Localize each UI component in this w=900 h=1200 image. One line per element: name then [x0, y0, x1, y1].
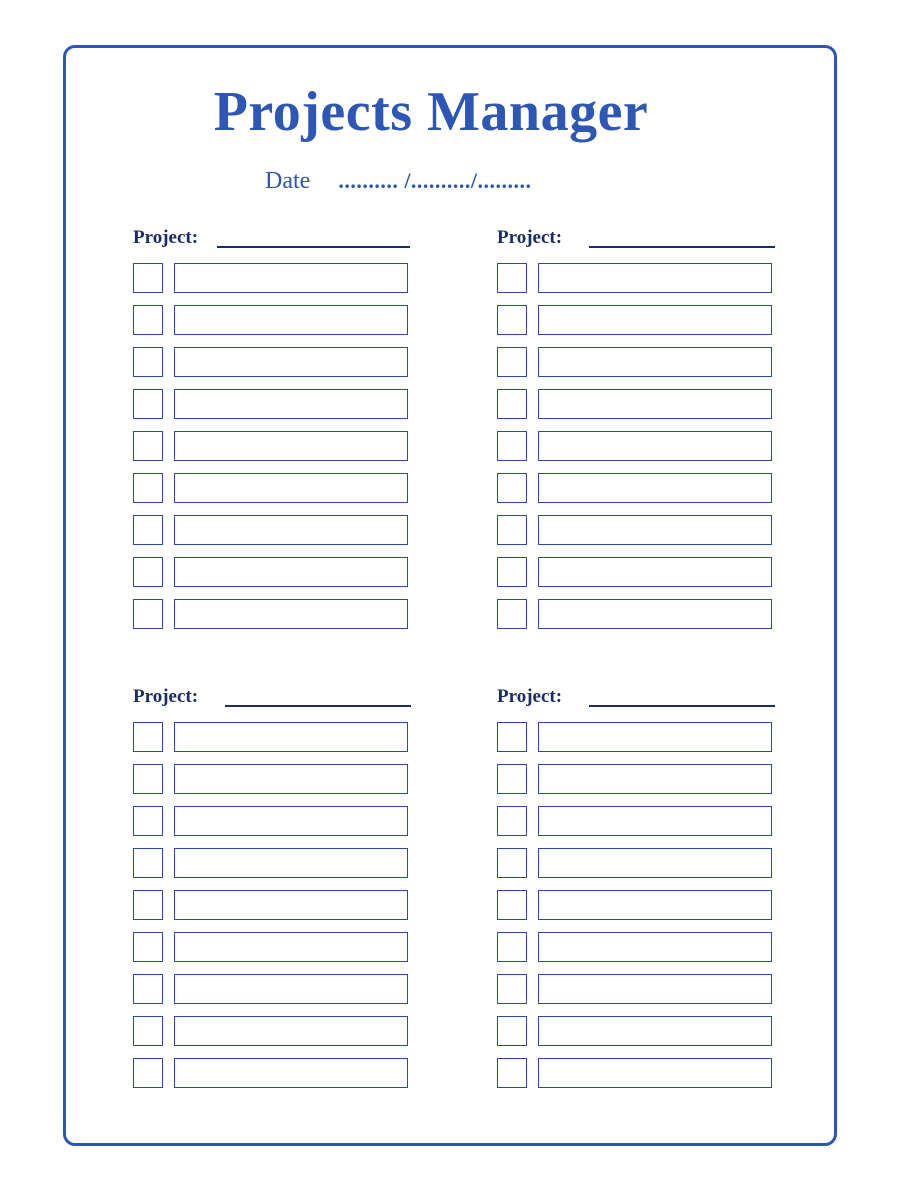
task-row	[133, 347, 408, 377]
task-row	[133, 473, 408, 503]
task-checkbox[interactable]	[497, 515, 527, 545]
task-checkbox[interactable]	[133, 932, 163, 962]
task-checkbox[interactable]	[497, 599, 527, 629]
task-input[interactable]	[174, 848, 408, 878]
task-row	[497, 1058, 772, 1088]
task-checkbox[interactable]	[497, 932, 527, 962]
task-checkbox[interactable]	[133, 431, 163, 461]
task-row	[497, 431, 772, 461]
task-row	[133, 848, 408, 878]
task-row	[497, 890, 772, 920]
task-checkbox[interactable]	[497, 1016, 527, 1046]
task-input[interactable]	[538, 764, 772, 794]
task-checkbox[interactable]	[497, 557, 527, 587]
project-name-line[interactable]	[217, 246, 410, 248]
task-input[interactable]	[538, 974, 772, 1004]
task-checkbox[interactable]	[133, 848, 163, 878]
task-row	[497, 722, 772, 752]
task-input[interactable]	[538, 557, 772, 587]
task-row	[133, 722, 408, 752]
task-checkbox[interactable]	[497, 890, 527, 920]
project-name-line[interactable]	[589, 705, 775, 707]
task-row	[497, 305, 772, 335]
project-name-line[interactable]	[589, 246, 775, 248]
task-input[interactable]	[538, 806, 772, 836]
task-row	[497, 389, 772, 419]
task-row	[497, 1016, 772, 1046]
task-checkbox[interactable]	[497, 263, 527, 293]
task-input[interactable]	[174, 599, 408, 629]
task-input[interactable]	[174, 1016, 408, 1046]
task-row	[133, 806, 408, 836]
task-checkbox[interactable]	[133, 890, 163, 920]
task-input[interactable]	[174, 974, 408, 1004]
task-input[interactable]	[538, 1058, 772, 1088]
task-input[interactable]	[174, 764, 408, 794]
task-row	[497, 473, 772, 503]
task-row	[133, 932, 408, 962]
task-checkbox[interactable]	[497, 764, 527, 794]
task-input[interactable]	[174, 515, 408, 545]
task-checkbox[interactable]	[497, 848, 527, 878]
task-checkbox[interactable]	[133, 806, 163, 836]
task-row	[133, 974, 408, 1004]
task-input[interactable]	[174, 557, 408, 587]
project-label: Project:	[497, 227, 563, 248]
task-row	[497, 263, 772, 293]
task-input[interactable]	[174, 1058, 408, 1088]
task-input[interactable]	[538, 932, 772, 962]
task-row	[133, 305, 408, 335]
task-checkbox[interactable]	[497, 389, 527, 419]
task-checkbox[interactable]	[133, 599, 163, 629]
task-checkbox[interactable]	[133, 473, 163, 503]
task-input[interactable]	[538, 305, 772, 335]
project-label: Project:	[133, 227, 199, 248]
task-checkbox[interactable]	[133, 722, 163, 752]
task-row	[133, 890, 408, 920]
project-name-line[interactable]	[225, 705, 411, 707]
task-row	[133, 515, 408, 545]
task-input[interactable]	[174, 305, 408, 335]
task-checkbox[interactable]	[133, 305, 163, 335]
task-input[interactable]	[538, 347, 772, 377]
task-row	[133, 1016, 408, 1046]
task-input[interactable]	[174, 473, 408, 503]
task-input[interactable]	[174, 389, 408, 419]
task-row	[133, 557, 408, 587]
task-input[interactable]	[174, 806, 408, 836]
task-input[interactable]	[538, 473, 772, 503]
date-row	[265, 168, 532, 200]
task-input[interactable]	[174, 890, 408, 920]
task-checkbox[interactable]	[133, 557, 163, 587]
task-input[interactable]	[538, 848, 772, 878]
task-row	[497, 974, 772, 1004]
page-title: Projects Manager	[213, 81, 649, 143]
task-input[interactable]	[538, 431, 772, 461]
task-checkbox[interactable]	[133, 515, 163, 545]
task-row	[497, 347, 772, 377]
task-checkbox[interactable]	[497, 1058, 527, 1088]
task-checkbox[interactable]	[133, 347, 163, 377]
task-checkbox[interactable]	[497, 431, 527, 461]
task-input[interactable]	[538, 389, 772, 419]
project-label: Project:	[497, 686, 563, 707]
task-checkbox[interactable]	[497, 473, 527, 503]
task-row	[133, 389, 408, 419]
task-row	[497, 764, 772, 794]
task-row	[497, 806, 772, 836]
task-input[interactable]	[538, 722, 772, 752]
task-checkbox[interactable]	[133, 764, 163, 794]
task-row	[133, 263, 408, 293]
task-checkbox[interactable]	[497, 974, 527, 1004]
task-checkbox[interactable]	[133, 974, 163, 1004]
task-row	[497, 599, 772, 629]
task-row	[497, 515, 772, 545]
task-row	[497, 848, 772, 878]
task-input[interactable]	[538, 890, 772, 920]
date-label: Date	[265, 168, 311, 194]
task-row	[497, 557, 772, 587]
task-input[interactable]	[538, 263, 772, 293]
task-checkbox[interactable]	[497, 305, 527, 335]
task-row	[497, 932, 772, 962]
task-input[interactable]	[538, 515, 772, 545]
task-checkbox[interactable]	[497, 806, 527, 836]
task-checkbox[interactable]	[133, 389, 163, 419]
task-checkbox[interactable]	[497, 347, 527, 377]
task-checkbox[interactable]	[133, 1058, 163, 1088]
task-input[interactable]	[174, 932, 408, 962]
task-checkbox[interactable]	[497, 722, 527, 752]
task-input[interactable]	[538, 1016, 772, 1046]
task-row	[133, 599, 408, 629]
task-row	[133, 764, 408, 794]
task-input[interactable]	[174, 263, 408, 293]
project-label: Project:	[133, 686, 199, 707]
task-input[interactable]	[174, 347, 408, 377]
task-input[interactable]	[174, 431, 408, 461]
task-checkbox[interactable]	[133, 263, 163, 293]
task-input[interactable]	[538, 599, 772, 629]
task-row	[133, 1058, 408, 1088]
date-field[interactable]: .......... /........../.........	[338, 168, 532, 193]
task-checkbox[interactable]	[133, 1016, 163, 1046]
task-row	[133, 431, 408, 461]
task-input[interactable]	[174, 722, 408, 752]
